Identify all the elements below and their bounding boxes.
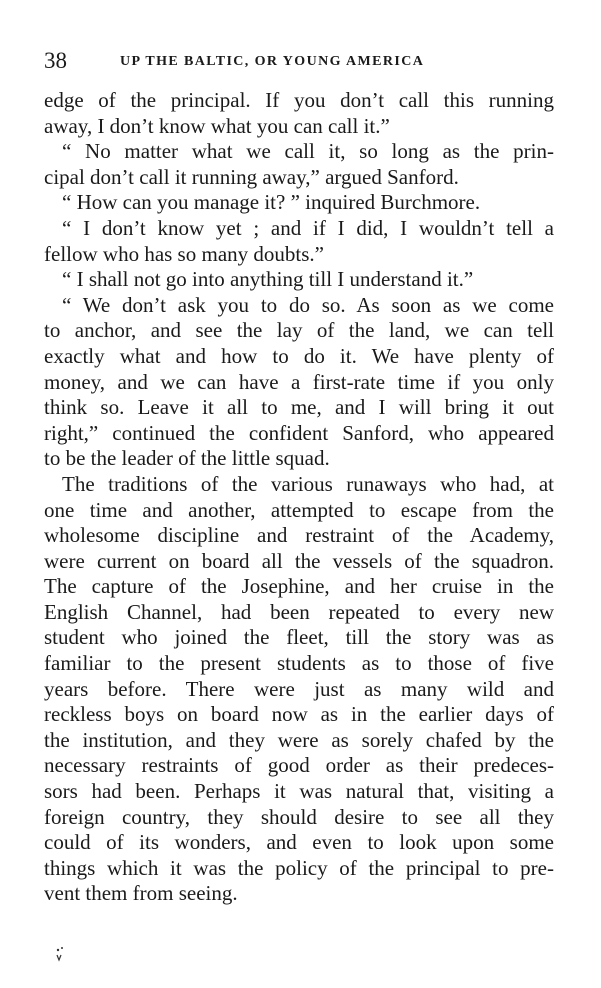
page-number: 38: [44, 48, 67, 73]
text-line: to anchor, and see the lay of the land, we can tell: [44, 318, 554, 343]
text-line: familiar to the present students as to those of five: [44, 651, 554, 676]
text-line: right,” continued the confident Sanford, who appeared: [44, 420, 554, 445]
page-header: [44, 46, 554, 76]
text-line: sors had been. Perhaps it was natural that, visiting a: [44, 779, 554, 804]
text-line: were current on board all the vessels of the squadron.: [44, 548, 554, 573]
text-line: fellow who has so many doubts.”: [44, 241, 324, 266]
text-line: edge of the principal. If you don’t call this running: [44, 88, 554, 112]
text-line: English Channel, had been repeated to every new: [44, 599, 554, 624]
text-line: “ I shall not go into anything till I understand it.”: [62, 267, 474, 292]
text-line: one time and another, attempted to escape from the: [44, 497, 554, 522]
body-text: [44, 88, 554, 907]
text-line: “ No matter what we call it, so long as the prin-: [62, 139, 554, 164]
text-line: student who joined the fleet, till the story was as: [44, 625, 554, 650]
text-line: could of its wonders, and even to look upon some: [44, 830, 554, 855]
text-line: foreign country, they should desire to see all they: [44, 804, 554, 829]
text-line: “ We don’t ask you to do so. As soon as we come: [62, 292, 554, 317]
text-line: wholesome discipline and restraint of the Academy,: [44, 523, 554, 548]
running-head: UP THE BALTIC, OR YOUNG AMERICA: [120, 54, 425, 69]
text-line: necessary restraints of good order as their predeces-: [44, 753, 554, 778]
text-line: money, and we can have a first-rate time if you only: [44, 369, 554, 394]
text-line: reckless boys on board now as in the earlier days of: [44, 702, 554, 727]
text-line: to be the leader of the little squad.: [44, 446, 330, 471]
text-line: “ How can you manage it? ” inquired Burchmore.: [62, 190, 481, 215]
text-line: the institution, and they were as sorely chafed by the: [44, 727, 554, 752]
text-line: cipal don’t call it running away,” argued Sanford.: [44, 164, 459, 189]
text-line: years before. There were just as many wild and: [44, 676, 554, 701]
text-line: vent them from seeing.: [44, 881, 238, 906]
text-line: exactly what and how to do it. We have plenty of: [44, 343, 554, 368]
ink-smudge-icon: [55, 945, 65, 963]
text-line: away, I don’t know what you can call it.”: [44, 113, 390, 138]
text-line: The capture of the Josephine, and her cruise in the: [44, 574, 554, 599]
text-line: things which it was the policy of the principal to pre-: [44, 855, 554, 880]
text-line: The traditions of the various runaways who had, at: [62, 471, 554, 496]
text-line: think so. Leave it all to me, and I will bring it out: [44, 395, 554, 420]
text-line: “ I don’t know yet ; and if I did, I wouldn’t tell a: [62, 215, 554, 240]
